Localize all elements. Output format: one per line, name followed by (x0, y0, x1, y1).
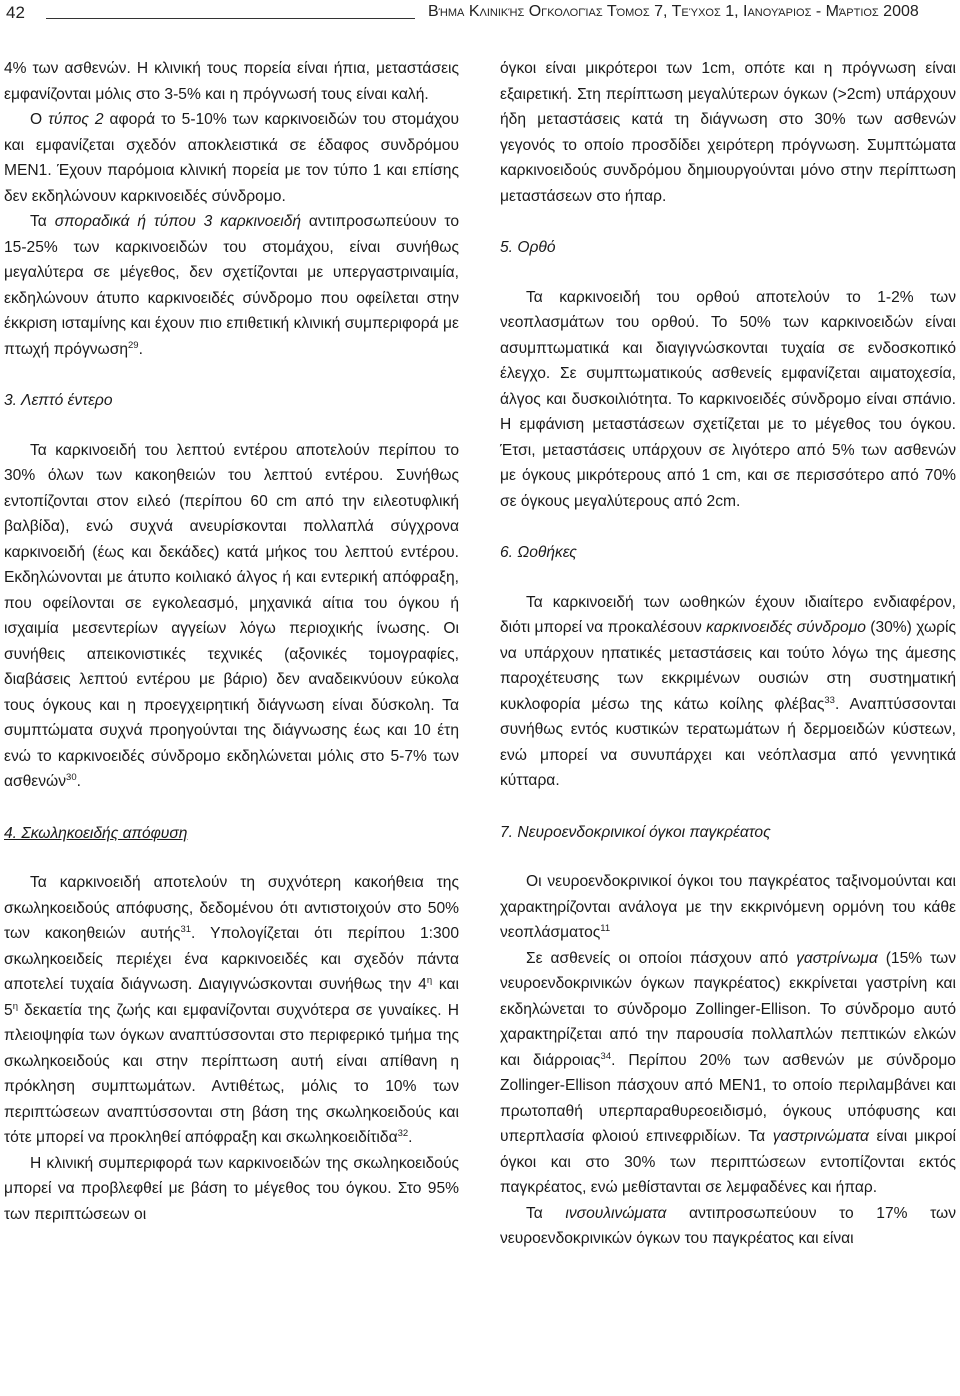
section-heading: 3. Λεπτό έντερο (4, 392, 113, 409)
page-number: 42 (6, 3, 25, 22)
paragraph: Τα καρκινοειδή αποτελούν τη συχνότερη κακοήθεια της σκωληκοειδούς απόφυσης, δεδομένου ότι αντιστοιχούν στο 50% των κακοηθειών αυτής$^{31}$. Υπολογίζεται ότι περίπου 1:300 σκωληκοειδείς περιέχει ένα καρκινοειδές και σχεδόν πάντα αποτελεί τυχαία διάγνωση. Διαγιγνώσκονται συνήθως την $4^\eta$ και $5^\eta$ δεκαετία της ζωής και εμφανίζονται συχνότερα σε γυναίκες. Η πλειοψηφία των όγκων αναπτύσσονται στο περιφερικό τμήμα της σκωληκοειδούς και στην περίπτωση αυτή είναι απίθανη η πρόκληση συμπτωμάτων. Αντιθέτως, μόλις το 10% των περιπτώσεων αναπτύσσονται στη βάση της σκωληκοειδούς και τότε μπορεί να προκληθεί απόφραξη και σκωληκοειδίτιδα$^{32}$. (4, 874, 459, 1146)
paragraph: όγκοι είναι μικρότεροι των 1cm, οπότε και η πρόγνωση είναι εξαιρετική. Στη περίπτωση μεγαλύτερων όγκων (>2cm) υπάρχουν ήδη μεταστάσεις κατά τη διάγνωση στο 30% των ασθενών γεγονός το οποίο προσδίδει χειρότερη πρόγνωση. Συμπτώματα καρκινοειδούς συνδρόμου δημιουργούνται μόνο στην περίπτωση μεταστάσεων στο ήπαρ. (500, 60, 956, 205)
right-column (500, 56, 956, 1252)
running-header (0, 0, 960, 30)
citation-ref: 34 (600, 1050, 612, 1062)
paragraph: Τα καρκινοειδή των ωοθηκών έχουν ιδιαίτερο ενδιαφέρον, διότι μπορεί να προκαλέσουν καρκινοειδές σύνδρομο (30%) χωρίς να υπάρχουν ηπατικές μεταστάσεις και τούτο λόγω της άμεσης παροχέτευσης των εκκριμένων ουσιών στη συστηματική κυκλοφορία μέσω της κάτω κοίλης φλέβας$^{33}$. Αναπτύσσονται συνήθως εντός κυστικών τερατωμάτων ή δερμοειδών κύστεων, ενώ μπορεί να συνυπάρχει και νεόπλασμα από γεννητικά κύτταρα. (500, 593, 956, 789)
paragraph-type2: Ο τύπος 2 αφορά το 5-10% των καρκινοειδών του στομάχου και εμφανίζεται σχεδόν αποκλειστικά σε έδαφος συνδρόμου MEN1. Έχουν παρόμοια κλινική πορεία με τον τύπο 1 και επίσης δεν εκδηλώνουν καρκινοειδές σύνδρομο. (4, 111, 459, 205)
header-rule (46, 18, 415, 19)
section-heading: 6. Ωοθήκες (500, 544, 577, 561)
citation-ref: 29 (128, 339, 139, 351)
section-heading: 7. Νευροενδοκρινικοί όγκοι παγκρέατος (500, 823, 771, 841)
paragraph: Τα καρκινοειδή του ορθού αποτελούν το 1-2% των νεοπλασμάτων του ορθού. Το 50% των καρκινοειδών είναι ασυμπτωματικά και διαγιγνώσκονται τυχαία σε ενδοσκοπικό έλεγχο. Σε συμπτωματικούς ασθενείς εμφανίζεται αιματοχεσία, άλγος και δυσκοιλιότητα. Το καρκινοειδές σύνδρομο είναι σπάνιο. Η εμφάνιση μεταστάσεων σχετίζεται με το μέγεθος του όγκου. Έτσι, μεταστάσεις υπάρχουν σε λιγότερο από 5% των ασθενών με όγκους μικρότερους από 1 cm, και σε περισσότερο από 70% σε όγκους μεγαλύτερους από 2cm. (500, 288, 956, 510)
left-column (4, 56, 459, 1227)
paragraph: 4% των ασθενών. Η κλινική τους πορεία είναι ήπια, μεταστάσεις εμφανίζονται μόλις στο 3-5% και η πρόγνωσή τους είναι καλή. (4, 60, 459, 103)
citation-ref: 32 (397, 1127, 409, 1139)
paragraph: Οι νευροενδοκρινικοί όγκοι του παγκρέατος ταξινομούνται και χαρακτηρίζονται ανάλογα με την εκκρινόμενη ορμόνη του κάθε νεοπλάσματος$^{11}$ (500, 873, 956, 941)
paragraph-type3: Τα σποραδικά ή τύπου 3 καρκινοειδή αντιπροσωπεύουν το 15-25% των καρκινοειδών του στομάχου, είναι συνήθως μεγαλύτερα σε μέγεθος, δεν σχετίζονται με υπεργαστριναιμία, εκδηλώνουν άτυπο καρκινοειδές σύνδρομο που οφείλεται στην έκκριση ισταμίνης και έχουν πιο επιθετική κλινική συμπεριφορά με πτωχή πρόγνωση$^{29}$. (4, 213, 459, 358)
section-heading: 4. Σκωληκοειδής απόφυση (4, 824, 188, 842)
section-heading: 5. Ορθό (500, 239, 556, 256)
paragraph: Τα καρκινοειδή του λεπτού εντέρου αποτελούν περίπου το 30% όλων των κακοηθειών του λεπτού εντέρου. Συνήθως εντοπίζονται στον ειλεό (περίπου 60 cm από την ειλεοτυφλική βαλβίδα), ενώ συχνά ανευρίσκονται πολλαπλά σύγχρονα καρκινοειδή (έως και δεκάδες) κατά μήκος του λεπτού εντέρου. Εκδηλώνονται με άτυπο κοιλιακό άλγος ή και εντερική απόφραξη, που οφείλονται σε εγκολεασμό, μηχανικά αίτια του όγκου ή ισχαιμία μεσεντερίων αγγείων λόγω περιοχικής ίνωσης. Οι συνήθεις απεικονιστικές τεχνικές (αξονικές τομογραφίες, διαβάσεις λεπτού εντέρου με βάριο) δεν αναδεικνύουν εύκολα τους όγκους και η προεγχειρητική διάγνωση είναι δύσκολη. Τα συμπτώματα συχνά προηγούνται της διάγνωσης έως και 10 έτη ενώ το καρκινοειδές σύνδρομο εκδηλώνεται μόλις στο 5-7% των ασθενών$^{30}$. (4, 441, 459, 790)
paragraph: Σε ασθενείς οι οποίοι πάσχουν από γαστρίνωμα (15% των νευροενδοκρινικών όγκων παγκρέατος) εκκρίνεται γαστρίνη και εκδηλώνεται το σύνδρομο Zollinger-Ellison. Το σύνδρομο αυτό χαρακτηρίζεται από την παρουσία πολλαπλών πεπτικών ελκών και διάρροιας$^{34}$. Περίπου 20% των ασθενών με σύνδρομο Zollinger-Ellison πάσχουν από MEN1, το οποίο περιλαμβάνει και πρωτοπαθή υπερπαραθυρεοειδισμό, όγκους υπόφυσης και υπερπλασία φλοιού επινεφριδίων. Τα γαστρινώματα είναι μικροί όγκοι και στο 30% των περιπτώσεων εντοπίζονται εκτός παγκρέατος, ενώ μεθίστανται σε λεμφαδένες και ήπαρ. (500, 949, 956, 1196)
paragraph: Τα ινσουλινώματα αντιπροσωπεύουν το 17% των νευροενδοκρινικών όγκων του παγκρέατος και είναι (500, 1204, 956, 1247)
citation-ref: 33 (824, 694, 835, 706)
citation-ref: 11 (600, 922, 611, 934)
citation-ref: 30 (66, 771, 77, 783)
paragraph: Η κλινική συμπεριφορά των καρκινοειδών της σκωληκοειδούς μπορεί να προβλεφθεί με βάση το μέγεθος του όγκου. Στο 95% των περιπτώσεων οι (4, 1154, 459, 1223)
journal-citation: Βήμα Κλινικής Ογκολογίας Τόμος 7, Τεύχος 1, Ιανουάριος - Μάρτιος 2008 (428, 3, 919, 20)
citation-ref: 31 (180, 923, 192, 935)
